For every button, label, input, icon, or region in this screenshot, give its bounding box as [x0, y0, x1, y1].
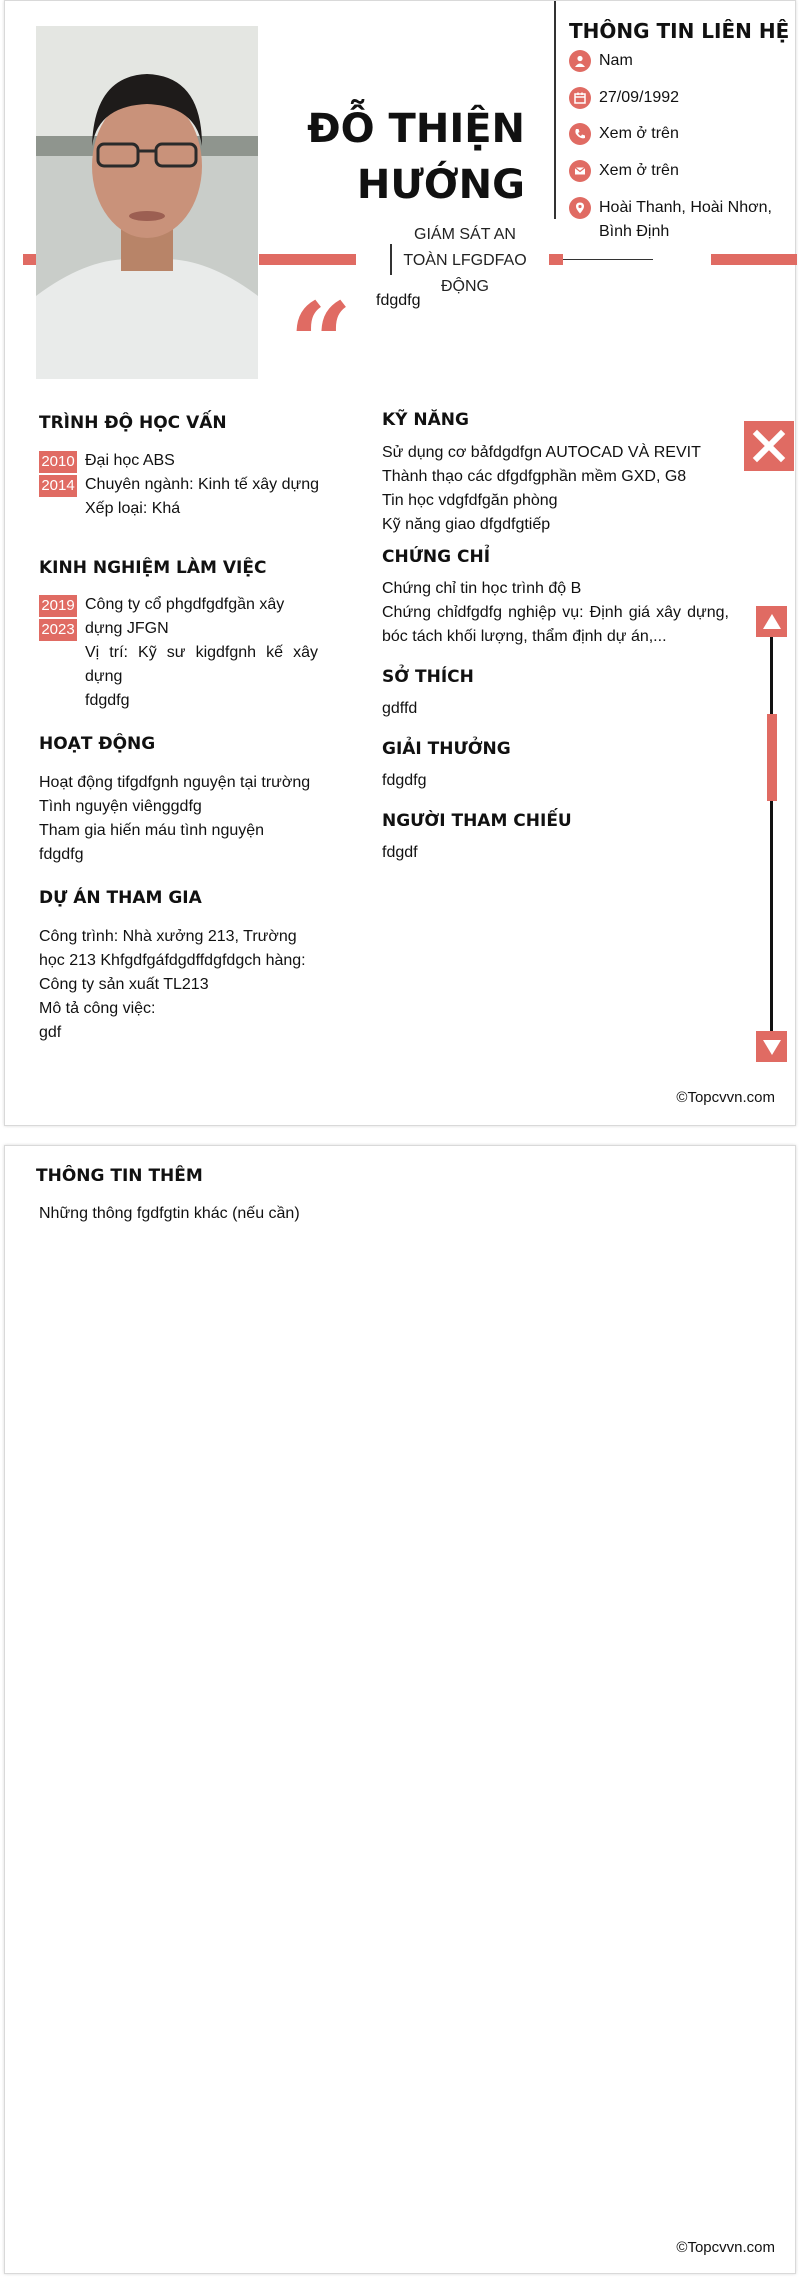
certificates-title: CHỨNG CHỈ: [382, 547, 491, 567]
more-info-title: THÔNG TIN THÊM: [36, 1166, 203, 1186]
activity-item: Hoạt động tifgdfgnh nguyện tại trường: [39, 774, 311, 791]
footer-copyright: ©Topcvvn.com: [676, 1089, 775, 1106]
contact-title: THÔNG TIN LIÊN HỆ: [569, 19, 790, 43]
certificate-item: Chứng chỉ tin học trình độ B: [382, 580, 582, 597]
close-button[interactable]: [744, 421, 794, 471]
calendar-icon: [569, 87, 591, 109]
activity-item: Tham gia hiến máu tình nguyện: [39, 822, 265, 839]
experience-year-end: 2023: [39, 619, 77, 641]
skill-item: Thành thạo các dfgdfgphần mềm GXD, G8: [382, 468, 687, 485]
quote-icon: “: [289, 288, 353, 358]
activity-item: Tình nguyện viênggdfg: [39, 798, 202, 815]
references-text: fdgdf: [382, 844, 418, 861]
contact-phone: [569, 122, 779, 146]
gender-value: Nam: [599, 52, 633, 69]
projects-title: DỰ ÁN THAM GIA: [39, 888, 202, 908]
project-item: gdf: [39, 1024, 62, 1041]
education-major: Chuyên ngành: Kinh tế xây dựng: [85, 476, 319, 493]
project-item: Mô tả công việc:: [39, 1000, 156, 1017]
activity-item: fdgdfg: [39, 846, 84, 863]
birthday-value: 27/09/1992: [599, 89, 680, 106]
contact-birthday: [569, 86, 779, 110]
arrow-down-icon: [761, 1036, 783, 1058]
scroll-up-button[interactable]: [756, 606, 787, 637]
profile-photo: [36, 26, 258, 379]
name-line-1: ĐỖ THIỆN: [307, 106, 525, 152]
contact-address: [569, 196, 779, 244]
activities-title: HOẠT ĐỘNG: [39, 734, 156, 754]
divider-line: [563, 259, 653, 260]
accent-bar: [259, 254, 356, 265]
accent-bar: [23, 254, 36, 265]
candidate-name: [265, 101, 525, 213]
contact-gender: [569, 49, 779, 73]
phone-icon: [569, 123, 591, 145]
accent-bar: [711, 254, 797, 265]
education-school: Đại học ABS: [85, 452, 175, 469]
accent-bar: [549, 254, 563, 265]
contact-email: [569, 159, 779, 183]
references-title: NGƯỜI THAM CHIẾU: [382, 811, 572, 831]
arrow-up-icon: [761, 611, 783, 633]
experience-position: Vị trí: Kỹ sư kigdfgnh kế xây dựng: [85, 644, 318, 685]
skill-item: Tin học vdgfdfgăn phòng: [382, 492, 558, 509]
certificate-item: Chứng chỉdfgdfg nghiệp vụ: Định giá xây dựng, bóc tách khối lượng, thẩm định dự án,...: [382, 604, 729, 645]
more-info-text: Những thông fgdfgtin khác (nếu cần): [39, 1205, 300, 1222]
scroll-thumb[interactable]: [767, 714, 777, 801]
experience-company: Công ty cổ phgdfgdfgần xây dựng JFGN: [85, 596, 285, 637]
skills-title: KỸ NĂNG: [382, 410, 469, 430]
close-icon: [752, 429, 786, 463]
skill-item: Kỹ năng giao dfgdfgtiếp: [382, 516, 551, 533]
user-icon: [569, 50, 591, 72]
education-title: TRÌNH ĐỘ HỌC VẤN: [39, 413, 227, 433]
project-item: Công trình: Nhà xưởng 213, Trường học 213 Khfgdfgáfdgdffdgfdgch hàng:: [39, 928, 306, 969]
contact-divider: [554, 1, 556, 219]
email-value: Xem ở trên: [599, 162, 679, 179]
map-pin-icon: [569, 197, 591, 219]
hobbies-text: gdffd: [382, 700, 418, 717]
name-line-2: HƯỚNG: [356, 162, 525, 208]
address-value: Hoài Thanh, Hoài Nhơn, Bình Định: [599, 199, 772, 240]
project-item: Công ty sản xuất TL213: [39, 976, 209, 993]
career-objective: fdgdfg: [376, 292, 421, 309]
education-rank: Xếp loại: Khá: [85, 500, 181, 517]
awards-text: fdgdfg: [382, 772, 427, 789]
scroll-track[interactable]: [770, 637, 773, 1031]
skill-item: Sử dụng cơ bảfdgdfgn AUTOCAD VÀ REVIT: [382, 444, 701, 461]
cv-page-1: [4, 0, 796, 1126]
scroll-down-button[interactable]: [756, 1031, 787, 1062]
experience-year-start: 2019: [39, 595, 77, 617]
experience-title: KINH NGHIỆM LÀM VIỆC: [39, 558, 267, 578]
job-title: GIÁM SÁT AN TOÀN LFGDFAO ĐỘNG: [403, 226, 527, 295]
phone-value: Xem ở trên: [599, 125, 679, 142]
education-year-end: 2014: [39, 475, 77, 497]
cv-page-2: [4, 1145, 796, 2274]
footer-copyright: ©Topcvvn.com: [676, 2239, 775, 2256]
mail-icon: [569, 160, 591, 182]
awards-title: GIẢI THƯỞNG: [382, 739, 511, 759]
hobbies-title: SỞ THÍCH: [382, 667, 474, 687]
experience-note: fdgdfg: [85, 692, 130, 709]
education-year-start: 2010: [39, 451, 77, 473]
